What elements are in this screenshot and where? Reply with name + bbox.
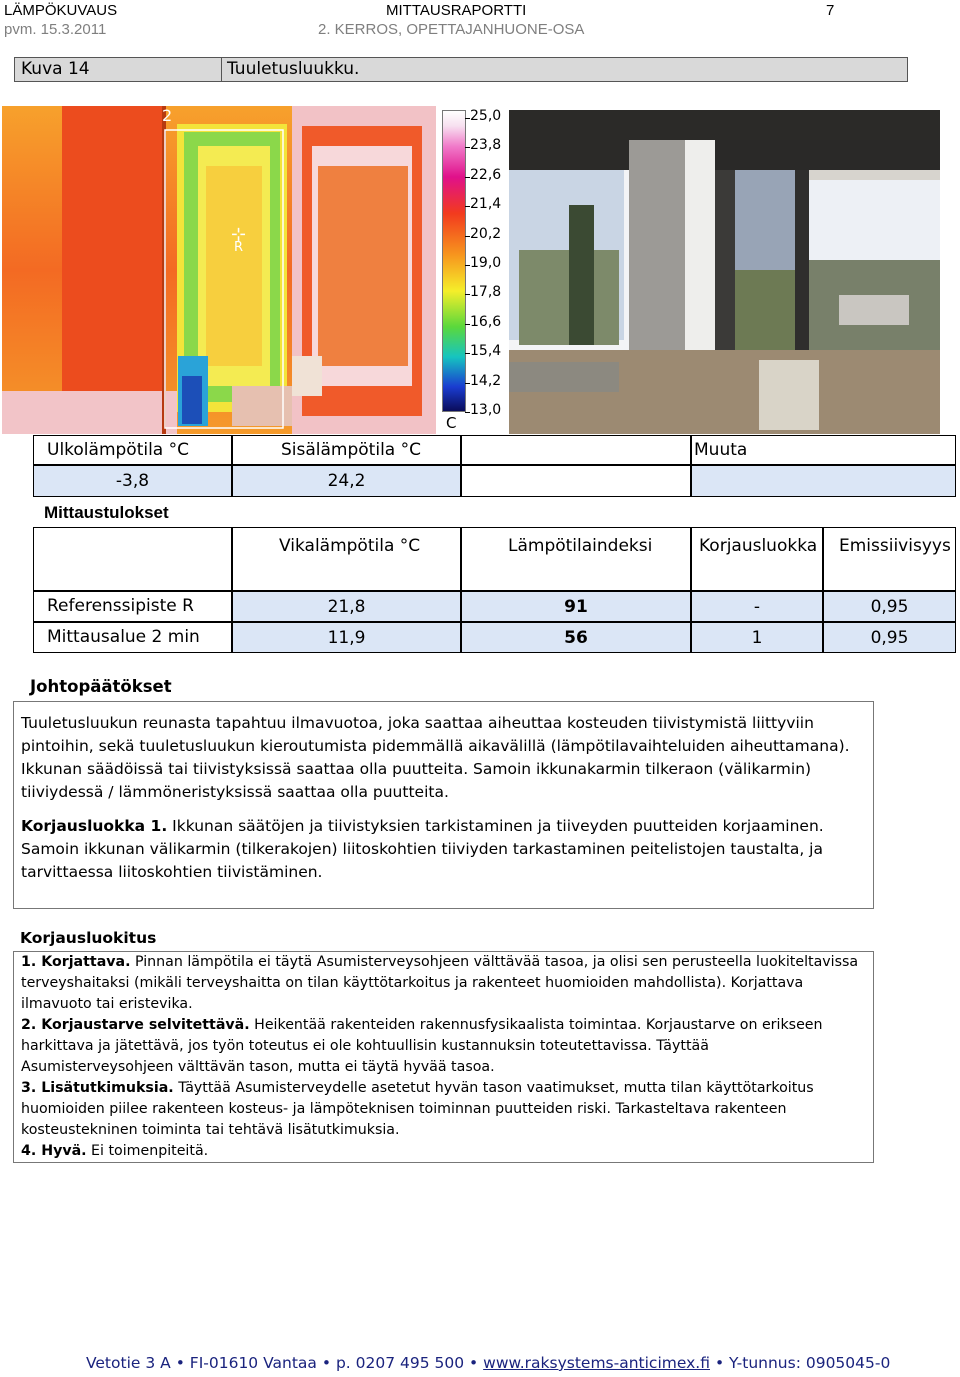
indoor-temp-label: Sisälämpötila °C bbox=[281, 440, 421, 460]
scale-tick-label: 17,8 bbox=[470, 284, 502, 301]
col-repair-class bbox=[691, 527, 823, 591]
results-header-empty bbox=[33, 527, 232, 591]
results-title: Mittaustulokset bbox=[44, 503, 169, 522]
thermal-area-label: 2 bbox=[162, 106, 173, 125]
conclusion-line: tiiviydessä / lämmöneristyksissä saattaa olla puutteita. bbox=[21, 783, 449, 801]
figure-caption-bar bbox=[14, 57, 908, 82]
row-ref-emissivity-text: 0,95 bbox=[870, 596, 909, 617]
conclusions-box bbox=[13, 701, 874, 909]
scale-tick-label: 14,2 bbox=[470, 372, 502, 389]
row-ref-repair-class-text: - bbox=[753, 596, 761, 617]
scale-tick-label: 25,0 bbox=[470, 108, 502, 124]
row-ref-emissivity bbox=[823, 591, 956, 622]
scale-tick-label: 15,4 bbox=[470, 343, 502, 360]
footer-address: Vetotie 3 A bbox=[86, 1354, 171, 1372]
classification-box bbox=[13, 951, 874, 1163]
row-ref-name bbox=[33, 591, 232, 622]
thermal-image-graphic bbox=[2, 106, 436, 434]
row-area-repair-class-text: 1 bbox=[751, 627, 763, 648]
classification-body bbox=[21, 952, 873, 1162]
col-fault-temp bbox=[232, 527, 461, 591]
class-line: Ei toimenpiteitä. bbox=[86, 1143, 209, 1159]
class-line: ilmavuoto tai eristevika. bbox=[21, 996, 193, 1012]
photo bbox=[509, 110, 940, 434]
class-line: Pinnan lämpötila ei täytä Asumisterveysohjeen välttävää tasoa, ja olisi sen perusteella luokiteltavissa bbox=[130, 954, 859, 970]
row-area-emissivity bbox=[823, 622, 956, 653]
class-1-bold: 1. Korjattava. bbox=[21, 954, 131, 970]
outdoor-temp-header bbox=[33, 435, 232, 465]
class-line: harkittava ja jätettävä, jos työn toteutus ei ole kohtuullisin kustannuksin toteutettavissa. Täyttää bbox=[21, 1038, 709, 1054]
indoor-temp-header bbox=[232, 435, 461, 465]
repair-line: Samoin ikkunan välikarmin (tilkerakojen) liitoskohtien tiiviyden tarkastaminen peitelistojen taustalta, ja bbox=[21, 840, 823, 858]
scale-tick-label: 19,0 bbox=[470, 255, 502, 271]
scale-gradient bbox=[442, 110, 466, 412]
class-line: Täyttää Asumisterveydelle asetetut hyvän tason vaatimukset, mutta tilan käyttötarkoitus bbox=[173, 1080, 814, 1096]
row-ref-name-text: Referenssipiste R bbox=[47, 596, 194, 616]
other-label: Muuta bbox=[694, 440, 748, 460]
footer-web-link[interactable]: www.raksystems-anticimex.fi bbox=[483, 1354, 710, 1372]
other-value-left bbox=[461, 465, 691, 497]
class-line: kosteustekninen toiminta tai tehtävä lisätutkimuksia. bbox=[21, 1122, 400, 1138]
header-center-title: MITTAUSRAPORTTI bbox=[386, 2, 527, 19]
header-left-title: LÄMPÖKUVAUS bbox=[4, 2, 118, 19]
other-header bbox=[691, 435, 956, 465]
outdoor-temp-value bbox=[33, 465, 232, 497]
footer bbox=[86, 1354, 926, 1372]
temperature-scale bbox=[437, 106, 509, 434]
row-area-name-text: Mittausalue 2 min bbox=[47, 627, 200, 647]
class-line: Heikentää rakenteiden rakennusfysikaalista toimintaa. Korjaustarve on erikseen bbox=[249, 1017, 823, 1033]
col-emissivity-label: Emissiivisyys bbox=[839, 536, 951, 556]
scale-tick-label: 20,2 bbox=[470, 225, 502, 242]
scale-tick-label: 16,6 bbox=[470, 313, 502, 330]
row-ref-fault-temp bbox=[232, 591, 461, 622]
footer-separator: • bbox=[469, 1354, 479, 1372]
scale-unit: C bbox=[446, 414, 457, 432]
row-area-name bbox=[33, 622, 232, 653]
scale-tick-label: 13,0 bbox=[470, 402, 502, 418]
col-temp-index-label: Lämpötilaindeksi bbox=[508, 536, 653, 556]
footer-business-id: Y-tunnus: 0905045-0 bbox=[729, 1354, 891, 1372]
repair-line: tarvittaessa liitoskohtien tiivistäminen. bbox=[21, 863, 323, 881]
class-line: huomioiden piilee rakenteen kosteus- ja lämpöteknisen toiminnan puutteiden riski. Tarkasteltava rakenteen bbox=[21, 1101, 787, 1117]
col-emissivity bbox=[823, 527, 956, 591]
header-date: pvm. 15.3.2011 bbox=[4, 21, 107, 38]
repair-class-bold: Korjausluokka 1. bbox=[21, 817, 168, 835]
row-area-temp-index bbox=[461, 622, 691, 653]
outdoor-temp-value-text: -3,8 bbox=[115, 471, 150, 491]
other-header-left bbox=[461, 435, 691, 465]
footer-separator: • bbox=[321, 1354, 331, 1372]
row-area-fault-temp-text: 11,9 bbox=[327, 627, 366, 648]
row-ref-temp-index-text: 91 bbox=[564, 596, 588, 617]
classification-title: Korjausluokitus bbox=[20, 929, 157, 947]
col-fault-temp-label: Vikalämpötila °C bbox=[279, 536, 421, 556]
outdoor-temp-label: Ulkolämpötila °C bbox=[47, 440, 190, 460]
figure-label: Kuva 14 bbox=[21, 59, 90, 79]
indoor-temp-value bbox=[232, 465, 461, 497]
other-value bbox=[691, 465, 956, 497]
footer-phone: p. 0207 495 500 bbox=[335, 1354, 465, 1372]
room-photo-graphic bbox=[509, 110, 940, 434]
footer-separator: • bbox=[175, 1354, 185, 1372]
scale-tick-label: 23,8 bbox=[470, 137, 502, 154]
row-area-temp-index-text: 56 bbox=[564, 627, 588, 648]
row-ref-temp-index bbox=[461, 591, 691, 622]
indoor-temp-value-text: 24,2 bbox=[327, 471, 366, 491]
footer-postal: FI-01610 Vantaa bbox=[189, 1354, 317, 1372]
row-area-emissivity-text: 0,95 bbox=[870, 627, 909, 648]
scale-tick-label: 22,6 bbox=[470, 166, 502, 183]
crosshair-icon: ⊹ bbox=[231, 224, 247, 244]
figure-caption: Tuuletusluukku. bbox=[227, 59, 360, 79]
thermal-ref-label: R bbox=[234, 240, 244, 255]
conclusion-line: pintoihin, sekä tuuletusluukun kieroutumista pidemmällä aikavälillä (lämpötilavaihteluiden aiheuttamana). bbox=[21, 737, 850, 755]
class-line: terveyshaitaksi (mikäli terveyshaitta on tilan käyttötarkoitus ja rakenteet huomioiden mahdollista). Korjattava bbox=[21, 975, 804, 991]
class-3-bold: 3. Lisätutkimuksia. bbox=[21, 1080, 174, 1096]
repair-line: Ikkunan säätöjen ja tiivistyksien tarkistaminen ja tiiveyden puutteiden korjaaminen. bbox=[167, 817, 824, 835]
col-temp-index bbox=[461, 527, 691, 591]
row-area-fault-temp bbox=[232, 622, 461, 653]
conclusions-title: Johtopäätökset bbox=[30, 677, 172, 696]
scale-tick-label: 21,4 bbox=[470, 196, 502, 213]
header-center-subtitle: 2. KERROS, OPETTAJANHUONE-OSA bbox=[318, 21, 585, 38]
conclusion-line: Ikkunan säädöissä tai tiivistyksissä saattaa olla puutteita. Samoin ikkunakarmin tilkeraon (välikarmin) bbox=[21, 760, 812, 778]
class-4-bold: 4. Hyvä. bbox=[21, 1143, 87, 1159]
footer-separator: • bbox=[714, 1354, 725, 1372]
page-number: 7 bbox=[826, 2, 835, 19]
conclusion-line: Tuuletusluukun reunasta tapahtuu ilmavuotoa, joka saattaa aiheuttaa kosteuden tiivistymistä liittyviin bbox=[21, 714, 814, 732]
row-area-repair-class bbox=[691, 622, 823, 653]
class-2-bold: 2. Korjaustarve selvitettävä. bbox=[21, 1017, 250, 1033]
col-repair-class-label: Korjausluokka bbox=[699, 536, 818, 556]
caption-divider bbox=[221, 58, 222, 81]
thermal-image bbox=[2, 106, 436, 434]
class-line: Asumisterveysohjeen välttävän tason, mutta ei täytä hyvää tasoa. bbox=[21, 1059, 495, 1075]
row-ref-fault-temp-text: 21,8 bbox=[327, 596, 366, 617]
row-ref-repair-class bbox=[691, 591, 823, 622]
conclusions-body bbox=[21, 712, 871, 884]
